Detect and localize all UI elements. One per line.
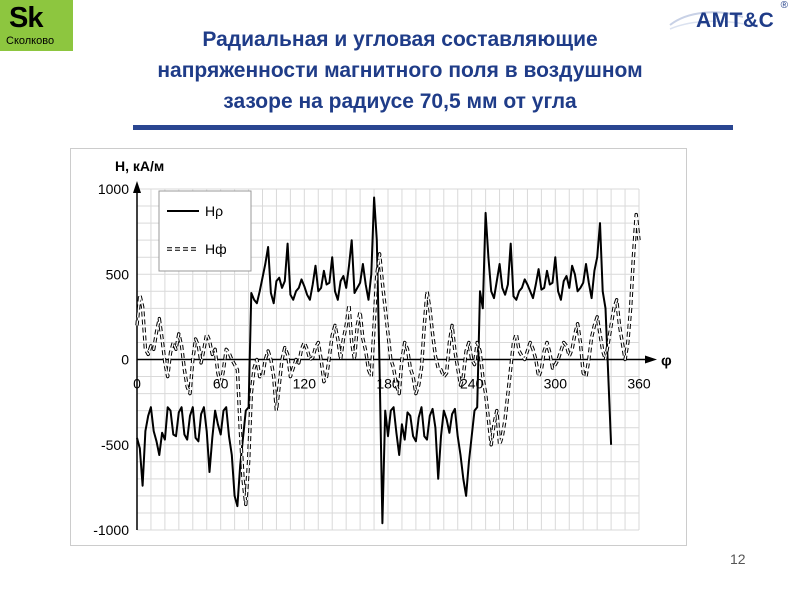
x-axis-label: φ (661, 352, 672, 370)
title-line-1: Радиальная и угловая составляющие (202, 28, 598, 51)
skolkovo-logo-mark: Sk (9, 2, 43, 34)
y-tick-label: 0 (121, 351, 129, 368)
y-axis-label: Н, кА/м (115, 158, 165, 174)
page-number: 12 (730, 551, 746, 567)
registered-mark: ® (780, 0, 788, 11)
x-tick-label: 60 (212, 375, 229, 392)
x-tick-label: 360 (627, 375, 651, 392)
y-tick-label: -1000 (93, 522, 129, 538)
x-tick-label: 120 (292, 375, 317, 392)
x-tick-label: 180 (376, 375, 400, 392)
y-tick-label: 500 (105, 266, 129, 283)
amtc-logo-text: АМТ&С (696, 9, 775, 32)
title-line-2: напряженности магнитного поля в воздушном (157, 59, 643, 82)
x-tick-label: 240 (459, 375, 484, 392)
legend-label: Нρ (205, 203, 224, 219)
x-tick-label: 300 (543, 375, 568, 392)
y-tick-label: 1000 (97, 181, 129, 197)
y-tick-label: -500 (100, 436, 129, 453)
skolkovo-logo-caption: Сколково (6, 35, 55, 47)
slide-title (0, 24, 800, 117)
chart-container (70, 148, 687, 546)
field-chart (71, 149, 686, 545)
x-tick-label: 0 (133, 375, 141, 392)
title-line-3: зазоре на радиусе 70,5 мм от угла (223, 90, 577, 113)
x-axis-arrow (645, 356, 657, 364)
y-axis-arrow (133, 181, 141, 193)
title-underline (133, 125, 733, 130)
legend-label: Нф (205, 241, 227, 257)
